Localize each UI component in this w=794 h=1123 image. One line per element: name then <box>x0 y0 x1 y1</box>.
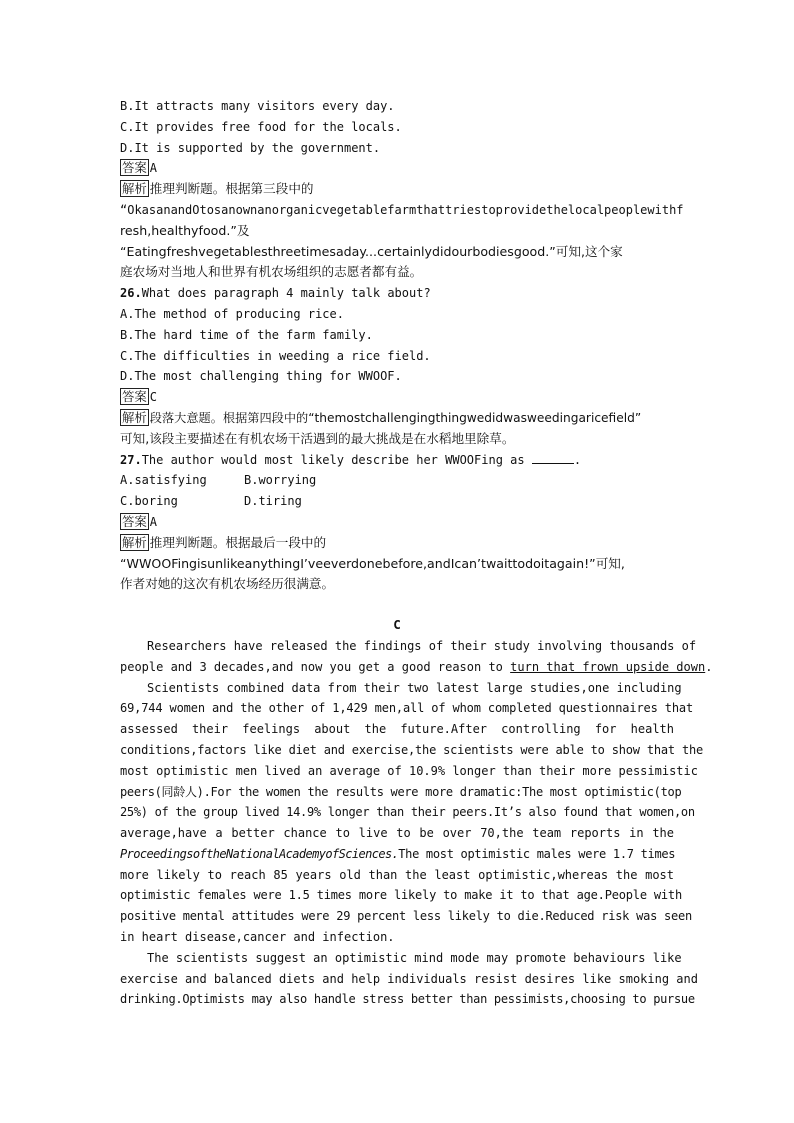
question-number: 27. <box>120 452 142 467</box>
q27-analysis-line-1 <box>120 533 674 554</box>
p2-line-10: more likely to reach 85 years old than the least optimistic,whereas the most <box>120 867 674 882</box>
p2-line-11: optimistic females were 1.5 times more likely to make it to that age.People with <box>120 888 682 903</box>
q26-option-b: B.The hard time of the farm family. <box>120 327 373 342</box>
q27-analysis-line-2: “WWOOFingisunlikeanythingI’veeverdonebefore,andIcan’twaittodoitagain!”可知, <box>120 555 625 571</box>
passage-c-body <box>120 636 713 1010</box>
q25-analysis-line-5: 庭农场对当地人和世界有机农场组织的志愿者都有益。 <box>120 264 423 280</box>
q26-option-c: C.The difficulties in weeding a rice field. <box>120 348 431 363</box>
p3-line-3: drinking.Optimists may also handle stress better than pessimists,choosing to pursue <box>120 992 695 1007</box>
q26-answer <box>120 387 674 408</box>
analysis-tag: 解析 <box>122 534 147 550</box>
p2-line-8: average,have a better chance to live to be over 70,the team reports in the <box>120 826 674 841</box>
question-text-end: . <box>573 452 582 467</box>
p2-line-4: conditions,factors like diet and exercise,the scientists were able to show that the <box>120 742 704 757</box>
p2-line-6: peers(同龄人).For the women the results were more dramatic:The most optimistic(top <box>120 784 682 799</box>
answer-tag: 答案 <box>122 160 147 176</box>
p2-line-3: assessed their feelings about the future.After controlling for health <box>120 722 674 737</box>
q25-analysis-line-1 <box>120 179 674 200</box>
q27-option-a: A.satisfying <box>120 473 207 488</box>
q26-stem <box>120 283 674 304</box>
q25-answer <box>120 158 674 179</box>
p2-line-9-text: The most optimistic males were 1.7 times <box>398 846 676 861</box>
q26-analysis-line-2: 可知,该段主要描述在有机农场干活遇到的最大挑战是在水稻地里除草。 <box>120 430 515 446</box>
question-text: What does paragraph 4 mainly talk about? <box>141 286 431 301</box>
q27-stem <box>120 450 674 471</box>
analysis-text: 推理判断题。根据最后一段中的 <box>149 534 327 550</box>
answer-value: C <box>149 390 158 405</box>
analysis-text: 推理判断题。根据第三段中的 <box>149 181 314 197</box>
p2-line-12: positive mental attitudes were 29 percent less likely to die.Reduced risk was seen <box>120 909 692 924</box>
p2-line-5: most optimistic men lived an average of 10.9% longer than their more pessimistic <box>120 763 698 778</box>
p2-line-2: 69,744 women and the other of 1,429 men,all of whom completed questionnaires that <box>120 701 694 716</box>
p1-line-2-end: . <box>705 659 713 674</box>
answer-tag: 答案 <box>122 513 147 529</box>
q27-analysis-line-3: 作者对她的这次有机农场经历很满意。 <box>120 576 335 592</box>
underlined-phrase: turn that frown upside down <box>510 659 706 674</box>
p3-line-1: The scientists suggest an optimistic mind mode may promote behaviours like <box>147 950 682 965</box>
q27-options-row-2 <box>120 491 674 512</box>
q27-option-b: B.worrying <box>244 473 317 488</box>
q25-option-b: B.It attracts many visitors every day. <box>120 99 395 113</box>
q27-option-d: D.tiring <box>244 494 302 509</box>
q26-option-a: A.The method of producing rice. <box>120 306 344 321</box>
analysis-tag: 解析 <box>122 409 147 425</box>
q25-analysis-line-2: “OkasanandOtosanownanorganicvegetablefarmthattriestoprovidethelocalpeoplewithf <box>120 202 684 217</box>
q25-option-c: C.It provides free food for the locals. <box>120 119 402 134</box>
q26-analysis-line-1 <box>120 408 674 429</box>
p2-line-7: 25%) of the group lived 14.9% longer than their peers.It’s also found that women,on <box>120 805 695 820</box>
p1-line-2 <box>120 657 713 678</box>
analysis-text: 段落大意题。根据第四段中的“themostchallengingthingwedidwasweedingaricefield” <box>149 410 642 425</box>
p1-line-1: Researchers have released the findings of their study involving thousands of <box>147 638 697 653</box>
q26-option-d: D.The most challenging thing for WWOOF. <box>120 369 402 384</box>
p2-line-9 <box>120 844 674 865</box>
question-text: The author would most likely describe her WWOOFing as <box>141 452 532 467</box>
passage-title: C <box>393 617 401 633</box>
q27-answer <box>120 512 674 533</box>
answer-tag: 答案 <box>122 389 147 405</box>
q27-options-row-1 <box>120 470 674 491</box>
document-page <box>120 96 713 1010</box>
q25-option-d: D.It is supported by the government. <box>120 140 381 155</box>
p2-line-13: in heart disease,cancer and infection. <box>120 930 395 945</box>
answer-value: A <box>149 514 158 529</box>
p3-line-2: exercise and balanced diets and help individuals resist desires like smoking and <box>120 971 698 986</box>
answer-value: A <box>149 161 158 176</box>
question-number: 26. <box>120 286 142 301</box>
p2-line-1: Scientists combined data from their two latest large studies,one including <box>147 680 682 695</box>
p1-line-2-text: people and 3 decades,and now you get a good reason to <box>120 659 511 674</box>
journal-name: ProceedingsoftheNationalAcademyofSciences. <box>120 846 399 861</box>
q27-option-c: C.boring <box>120 494 178 509</box>
answer-blank <box>532 452 574 464</box>
q25-analysis-line-4: “Eatingfreshvegetablesthreetimesaday...certainlydidourbodiesgood.”可知,这个家 <box>120 243 623 259</box>
q25-analysis-line-3: resh,healthyfood.”及 <box>120 222 250 238</box>
analysis-tag: 解析 <box>122 181 147 197</box>
